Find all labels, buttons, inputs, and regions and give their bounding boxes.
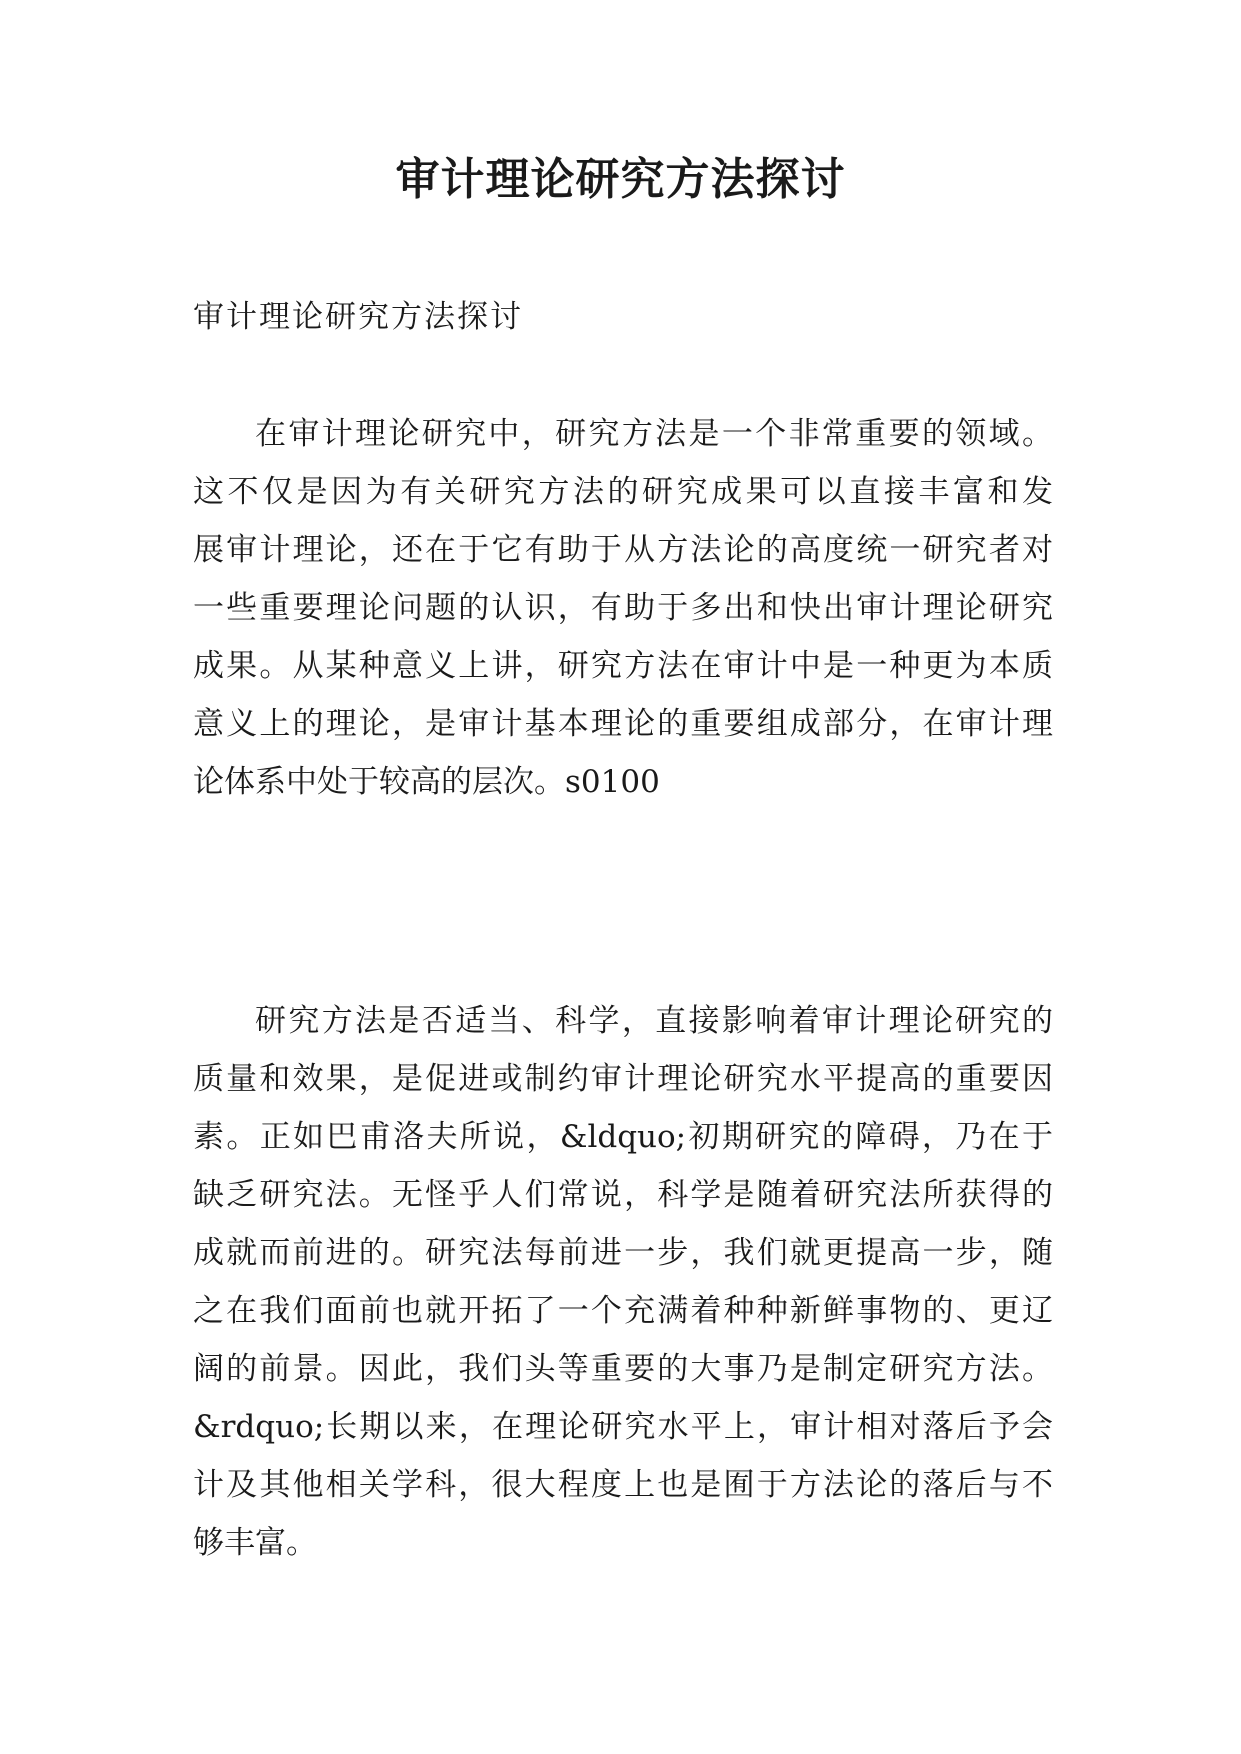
paragraph-line: 之在我们面前也就开拓了一个充满着种种新鲜事物的、更辽: [193, 1293, 1053, 1329]
paragraph-line: 成果。从某种意义上讲，研究方法在审计中是一种更为本质: [193, 648, 1053, 684]
paragraph-line: 意义上的理论，是审计基本理论的重要组成部分，在审计理: [193, 706, 1053, 742]
paragraph-line: 这不仅是因为有关研究方法的研究成果可以直接丰富和发: [193, 474, 1053, 510]
document-title: 审计理论研究方法探讨: [395, 154, 846, 205]
paragraph-line: 展审计理论，还在于它有助于从方法论的高度统一研究者对: [193, 532, 1053, 568]
paragraph-line: 一些重要理论问题的认识，有助于多出和快出审计理论研究: [193, 590, 1053, 626]
document-subtitle: 审计理论研究方法探讨: [193, 299, 523, 335]
paragraph-line: 计及其他相关学科，很大程度上也是囿于方法论的落后与不: [193, 1467, 1053, 1503]
paragraph-line: 研究方法是否适当、科学，直接影响着审计理论研究的: [255, 1003, 1053, 1039]
paragraph-line: 素。正如巴甫洛夫所说，&ldquo;初期研究的障碍，乃在于: [193, 1119, 1053, 1155]
paragraph-line: &rdquo;长期以来，在理论研究水平上，审计相对落后予会: [193, 1409, 1053, 1445]
paragraph-line: 在审计理论研究中，研究方法是一个非常重要的领域。: [255, 416, 1053, 452]
paragraph-line: 阔的前景。因此，我们头等重要的大事乃是制定研究方法。: [193, 1351, 1053, 1387]
paragraph-1: [193, 405, 1053, 811]
paragraph-line: 质量和效果，是促进或制约审计理论研究水平提高的重要因: [193, 1061, 1053, 1097]
paragraph-2: [193, 992, 1053, 1572]
paragraph-line: 论体系中处于较高的层次。s0100: [193, 764, 660, 800]
paragraph-line: 成就而前进的。研究法每前进一步，我们就更提高一步，随: [193, 1235, 1053, 1271]
paragraph-line: 缺乏研究法。无怪乎人们常说，科学是随着研究法所获得的: [193, 1177, 1053, 1213]
paragraph-line: 够丰富。: [193, 1525, 317, 1561]
